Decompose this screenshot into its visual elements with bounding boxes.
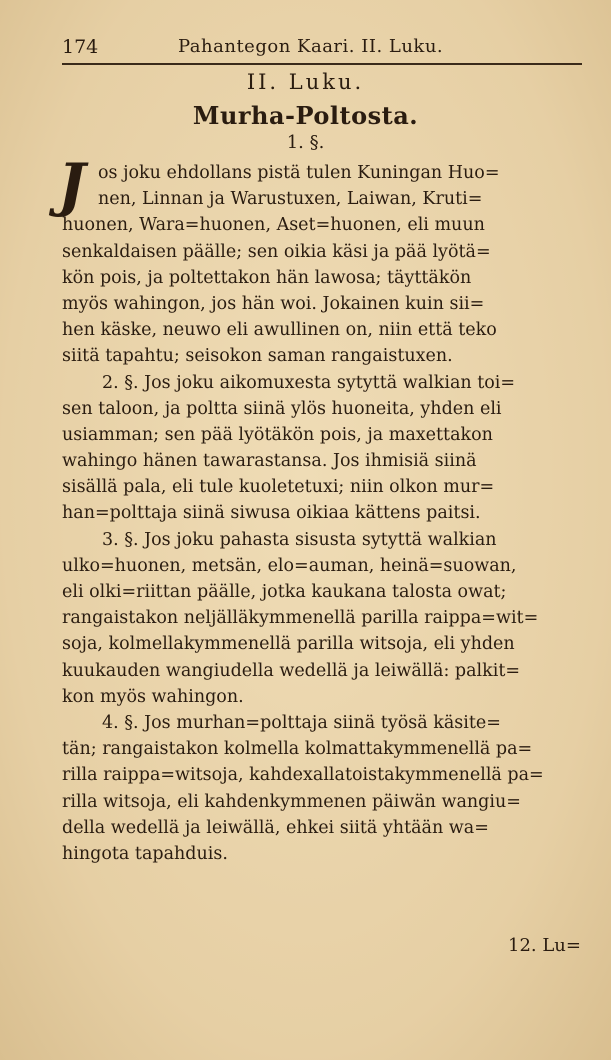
- text-line: nen, Linnan ja Warustuxen, Laiwan, Kruti=: [98, 189, 483, 210]
- text-line: kon myös wahingon.: [62, 686, 244, 707]
- text-line: hen käske, neuwo eli awullinen on, niin että teko: [62, 320, 497, 341]
- text-line: wahingo hänen tawarastansa. Jos ihmisiä siinä: [62, 451, 477, 472]
- text-line: kuukauden wangiudella wedellä ja leiwällä: palkit=: [62, 660, 521, 681]
- section-heading: 1. §.: [286, 132, 325, 153]
- text-line: eli olki=riittan päälle, jotka kaukana talosta owat;: [62, 582, 507, 602]
- text-line: usiamman; sen pää lyötäkön pois, ja maxettakon: [62, 424, 493, 445]
- text-line: siitä tapahtu; seisokon saman rangaistuxen.: [62, 346, 453, 367]
- text-line: hingota tapahduis.: [62, 843, 228, 864]
- drop-cap: J: [58, 151, 86, 219]
- page-header: [62, 34, 580, 62]
- text-line: os joku ehdollans pistä tulen Kuningan Huo=: [98, 163, 500, 183]
- text-line: 4. §. Jos murhan=polttaja siinä työsä käsite=: [102, 712, 501, 733]
- catchword: 12. Lu=: [508, 935, 581, 956]
- text-line: huonen, Wara=huonen, Aset=huonen, eli muun: [62, 215, 485, 236]
- text-line: rilla witsoja, eli kahdenkymmenen päiwän wangiu=: [62, 791, 521, 812]
- text-line: della wedellä ja leiwällä, ehkei siitä yhtään wa=: [62, 817, 489, 838]
- text-line: rangaistakon neljälläkymmenellä parilla raippa=wit=: [62, 608, 539, 629]
- chapter-heading: II. Luku.: [246, 70, 365, 94]
- page-number: 174: [62, 36, 99, 58]
- running-title: Pahantegon Kaari. II. Luku.: [178, 36, 444, 57]
- body-text: [58, 151, 588, 867]
- text-line: sen taloon, ja poltta siinä ylös huoneita, yhden eli: [62, 398, 502, 419]
- text-line: kön pois, ja poltettakon hän lawosa; täyttäkön: [62, 267, 472, 288]
- text-line: 2. §. Jos joku aikomuxesta sytyttä walkian toi=: [102, 372, 516, 393]
- text-line: tän; rangaistakon kolmella kolmattakymmenellä pa=: [62, 739, 533, 760]
- text-line: senkaldaisen päälle; sen oikia käsi ja pää lyötä=: [62, 241, 491, 262]
- text-line: sisällä pala, eli tule kuoletetuxi; niin olkon mur=: [62, 477, 495, 498]
- text-line: myös wahingon, jos hän woi. Jokainen kuin sii=: [62, 293, 485, 314]
- text-line: rilla raippa=witsoja, kahdexallatoistakymmenellä pa=: [62, 765, 544, 786]
- text-line: soja, kolmellakymmenellä parilla witsoja, eli yhden: [62, 634, 515, 655]
- text-line: ulko=huonen, metsän, elo=auman, heinä=suowan,: [62, 555, 517, 576]
- chapter-title: Murha-Poltosta.: [192, 101, 419, 130]
- text-line: 3. §. Jos joku pahasta sisusta sytyttä walkian: [102, 529, 497, 550]
- header-rule: [62, 63, 582, 65]
- text-line: han=polttaja siinä siwusa oikiaa kättens paitsi.: [62, 503, 481, 524]
